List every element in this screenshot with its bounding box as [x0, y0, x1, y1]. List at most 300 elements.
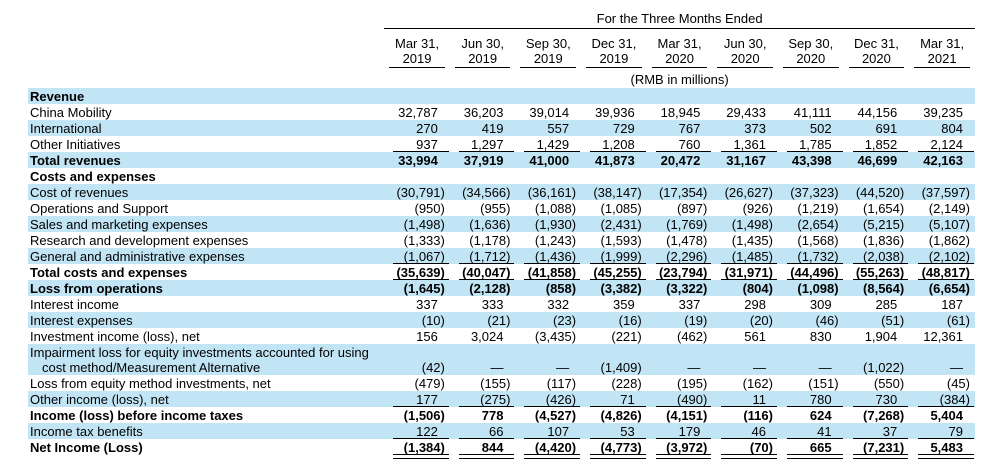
- table-row: [28, 248, 975, 264]
- value-cell: [450, 120, 516, 136]
- value-cell: [844, 248, 910, 264]
- cell-value: 270: [416, 121, 438, 136]
- value-cell: [712, 407, 778, 423]
- cell-value: (1,999): [600, 249, 642, 264]
- value-cell: [778, 120, 844, 136]
- cell-value: 1,297: [470, 137, 504, 152]
- cell-value: 691: [875, 121, 898, 136]
- period-header: [647, 29, 713, 71]
- cell-value: 502: [809, 121, 832, 136]
- cell-value: 1,785: [799, 137, 832, 152]
- value-cell: [581, 439, 647, 455]
- value-cell: [647, 216, 713, 232]
- value-cell: [909, 391, 975, 407]
- column-header-row: [28, 29, 975, 71]
- period-month: Sep 30,: [525, 36, 571, 51]
- value-cell: [384, 184, 450, 200]
- cell-value: (275): [480, 392, 511, 407]
- period-year: 2020: [796, 51, 826, 66]
- value-cell: [647, 184, 713, 200]
- cell-value: —: [752, 360, 766, 375]
- value-cell: [515, 328, 581, 344]
- value-cell: [647, 407, 713, 423]
- row-label: Income (loss) before income taxes: [30, 408, 244, 423]
- cell-value: (44,520): [855, 185, 905, 200]
- cell-value: (1,178): [469, 233, 511, 248]
- cell-value: 41,111: [793, 105, 832, 120]
- unit-note: (RMB in millions): [630, 72, 729, 87]
- value-cell: [712, 344, 778, 375]
- cell-value: (804): [742, 281, 773, 296]
- value-cell: [450, 184, 516, 200]
- unit-note-row: [28, 71, 975, 88]
- cell-value: (1,333): [403, 233, 445, 248]
- cell-value: 3,024: [470, 329, 504, 344]
- value-cell: [384, 104, 450, 120]
- value-cell: [712, 423, 778, 439]
- cell-value: 359: [613, 297, 635, 312]
- cell-value: (1,930): [534, 217, 577, 232]
- cell-value: (20): [749, 313, 773, 328]
- cell-value: (1,478): [666, 233, 708, 248]
- cell-value: 285: [875, 297, 898, 312]
- cell-value: 760: [678, 137, 701, 152]
- cell-value: 79: [948, 424, 963, 439]
- cell-value: (1,712): [469, 249, 511, 264]
- cell-value: (228): [611, 376, 642, 391]
- table-row: [28, 232, 975, 248]
- cell-value: (16): [618, 313, 642, 328]
- value-cell: [581, 88, 647, 104]
- table-title: For the Three Months Ended: [384, 6, 975, 29]
- cell-value: (384): [939, 392, 970, 407]
- period-year: 2019: [599, 51, 629, 66]
- value-cell: [450, 296, 516, 312]
- table-row: [28, 184, 975, 200]
- value-cell: [515, 439, 581, 455]
- row-label-line1: Impairment loss for equity investments accounted for using: [30, 345, 369, 360]
- value-cell: [384, 200, 450, 216]
- cell-value: (1,636): [469, 217, 511, 232]
- value-cell: [778, 168, 844, 184]
- cell-value: (1,645): [403, 281, 445, 296]
- value-cell: [515, 423, 581, 439]
- value-cell: [844, 407, 910, 423]
- value-cell: [647, 264, 713, 280]
- value-cell: [778, 232, 844, 248]
- period-year: 2020: [730, 51, 760, 66]
- value-cell: [844, 168, 910, 184]
- value-cell: [515, 312, 581, 328]
- cell-value: (2,149): [928, 201, 970, 216]
- cell-value: —: [950, 360, 963, 375]
- row-label: General and administrative expenses: [28, 248, 384, 264]
- period-month: Dec 31,: [591, 36, 637, 51]
- value-cell: [909, 296, 975, 312]
- cell-value: (195): [677, 376, 708, 391]
- value-cell: [581, 136, 647, 152]
- value-cell: [909, 216, 975, 232]
- cell-value: 20,472: [660, 153, 701, 168]
- cell-value: (155): [480, 376, 511, 391]
- cell-value: (926): [742, 201, 773, 216]
- cell-value: 804: [941, 121, 963, 136]
- value-cell: [844, 344, 910, 375]
- value-cell: [450, 344, 516, 375]
- cell-value: 624: [809, 408, 832, 423]
- value-cell: [384, 328, 450, 344]
- cell-value: 53: [620, 424, 635, 439]
- cell-value: (70): [749, 440, 773, 455]
- cell-value: (1,732): [797, 249, 839, 264]
- cell-value: (21): [487, 313, 511, 328]
- value-cell: [647, 104, 713, 120]
- value-cell: [778, 439, 844, 455]
- value-cell: [647, 328, 713, 344]
- cell-value: (38,147): [593, 185, 642, 200]
- cell-value: (48,817): [921, 265, 970, 280]
- cell-value: (1,088): [534, 201, 577, 216]
- cell-value: (117): [546, 376, 577, 391]
- cell-value: 5,404: [930, 408, 963, 423]
- value-cell: [778, 344, 844, 375]
- cell-value: (4,151): [666, 408, 708, 423]
- cell-value: —: [556, 360, 570, 375]
- cell-value: (1,067): [403, 249, 445, 264]
- value-cell: [647, 152, 713, 168]
- value-cell: [909, 248, 975, 264]
- period-year: 2019: [533, 51, 563, 66]
- cell-value: 42,163: [923, 153, 963, 168]
- value-cell: [647, 136, 713, 152]
- cell-value: (955): [480, 201, 511, 216]
- period-month: Mar 31,: [920, 36, 965, 51]
- value-cell: [909, 136, 975, 152]
- label-column-spacer: [28, 6, 384, 29]
- value-cell: [450, 232, 516, 248]
- value-cell: [909, 312, 975, 328]
- value-cell: [712, 391, 778, 407]
- value-cell: [844, 312, 910, 328]
- cell-value: 44,156: [857, 105, 898, 120]
- value-cell: [515, 375, 581, 391]
- cell-value: (30,791): [396, 185, 445, 200]
- value-cell: [647, 344, 713, 375]
- value-cell: [909, 88, 975, 104]
- value-cell: [712, 88, 778, 104]
- cell-value: (5,107): [928, 217, 970, 232]
- value-cell: [778, 248, 844, 264]
- label-column-spacer: [28, 29, 384, 71]
- value-cell: [515, 407, 581, 423]
- cell-value: (1,862): [928, 233, 970, 248]
- period-year: 2019: [468, 51, 498, 66]
- value-cell: [844, 88, 910, 104]
- cell-value: 937: [416, 137, 438, 152]
- period-header: [581, 29, 647, 71]
- cell-value: (23): [552, 313, 577, 328]
- cell-value: 187: [941, 297, 963, 312]
- period-header: [844, 29, 910, 71]
- row-label: Revenue: [28, 88, 384, 104]
- value-cell: [515, 200, 581, 216]
- value-cell: [384, 136, 450, 152]
- cell-value: (8,564): [863, 281, 905, 296]
- cell-value: (7,231): [863, 440, 905, 455]
- value-cell: [712, 375, 778, 391]
- value-cell: [647, 439, 713, 455]
- value-cell: [384, 375, 450, 391]
- cell-value: (17,354): [658, 185, 708, 200]
- cell-value: 43,398: [791, 153, 832, 168]
- period-header: [778, 29, 844, 71]
- quarterly-income-statement-table: [28, 6, 975, 455]
- row-label: Costs and expenses: [30, 169, 156, 184]
- table-row: [28, 280, 975, 296]
- value-cell: [515, 152, 581, 168]
- value-cell: [581, 391, 647, 407]
- cell-value: 41,873: [594, 153, 635, 168]
- cell-value: —: [818, 360, 832, 375]
- value-cell: [909, 232, 975, 248]
- value-cell: [515, 136, 581, 152]
- period-year: 2019: [402, 51, 432, 66]
- value-cell: [909, 120, 975, 136]
- value-cell: [450, 407, 516, 423]
- value-cell: [844, 423, 910, 439]
- cell-value: (2,431): [600, 217, 642, 232]
- value-cell: [450, 104, 516, 120]
- cell-value: 337: [416, 297, 438, 312]
- value-cell: [647, 120, 713, 136]
- value-cell: [844, 232, 910, 248]
- cell-value: 39,235: [923, 105, 963, 120]
- cell-value: (44,496): [790, 265, 839, 280]
- value-cell: [384, 248, 450, 264]
- cell-value: 33,994: [398, 153, 438, 168]
- cell-value: (55,263): [855, 265, 905, 280]
- value-cell: [778, 184, 844, 200]
- cell-value: (490): [677, 392, 708, 407]
- cell-value: (1,836): [863, 233, 905, 248]
- table-row: [28, 439, 975, 455]
- cell-value: (116): [743, 408, 773, 423]
- period-month: Jun 30,: [723, 36, 767, 51]
- row-label: Other income (loss), net: [28, 391, 384, 407]
- value-cell: [515, 248, 581, 264]
- cell-value: 1,361: [733, 137, 766, 152]
- value-cell: [384, 407, 450, 423]
- value-cell: [647, 375, 713, 391]
- value-cell: [778, 407, 844, 423]
- cell-value: 767: [678, 121, 701, 136]
- value-cell: [909, 439, 975, 455]
- value-cell: [844, 120, 910, 136]
- value-cell: [909, 375, 975, 391]
- value-cell: [844, 152, 910, 168]
- cell-value: 561: [744, 329, 766, 344]
- cell-value: (151): [808, 376, 839, 391]
- cell-value: 177: [416, 392, 438, 407]
- value-cell: [778, 216, 844, 232]
- cell-value: 780: [809, 392, 832, 407]
- value-cell: [581, 200, 647, 216]
- value-cell: [712, 200, 778, 216]
- cell-value: 778: [481, 408, 504, 423]
- table-row: [28, 375, 975, 391]
- table-row: [28, 344, 975, 375]
- value-cell: [844, 375, 910, 391]
- cell-value: (426): [545, 392, 577, 407]
- value-cell: [712, 328, 778, 344]
- value-cell: [712, 312, 778, 328]
- value-cell: [909, 423, 975, 439]
- value-cell: [778, 280, 844, 296]
- value-cell: [778, 423, 844, 439]
- value-cell: [581, 280, 647, 296]
- cell-value: (462): [677, 329, 708, 344]
- cell-value: 333: [481, 297, 504, 312]
- value-cell: [450, 136, 516, 152]
- cell-value: (1,022): [863, 360, 905, 375]
- cell-value: 1,904: [864, 329, 898, 344]
- cell-value: (34,566): [462, 185, 511, 200]
- value-cell: [515, 296, 581, 312]
- cell-value: (1,568): [797, 233, 839, 248]
- cell-value: —: [490, 360, 504, 375]
- cell-value: (46): [815, 313, 839, 328]
- cell-value: (1,436): [534, 249, 577, 264]
- value-cell: [581, 344, 647, 375]
- period-header: [909, 29, 975, 71]
- value-cell: [778, 88, 844, 104]
- table-row: [28, 328, 975, 344]
- value-cell: [647, 280, 713, 296]
- value-cell: [515, 264, 581, 280]
- value-cell: [844, 328, 910, 344]
- cell-value: 309: [809, 297, 832, 312]
- value-cell: [581, 232, 647, 248]
- period-month: Dec 31,: [854, 36, 899, 51]
- value-cell: [384, 216, 450, 232]
- value-cell: [778, 104, 844, 120]
- value-cell: [909, 344, 975, 375]
- label-column-spacer: [28, 71, 384, 88]
- cell-value: 11: [752, 392, 766, 407]
- row-label: Loss from operations: [28, 280, 384, 296]
- value-cell: [844, 104, 910, 120]
- value-cell: [581, 152, 647, 168]
- cell-value: (19): [684, 313, 708, 328]
- financial-statement-page: [0, 6, 991, 455]
- value-cell: [778, 328, 844, 344]
- cell-value: 46: [751, 424, 766, 439]
- cell-value: —: [687, 360, 701, 375]
- value-cell: [515, 232, 581, 248]
- cell-value: (4,773): [600, 440, 642, 455]
- cell-value: 179: [678, 424, 701, 439]
- period-header: [384, 29, 450, 71]
- cell-value: (479): [414, 376, 445, 391]
- cell-value: 844: [481, 440, 504, 455]
- value-cell: [450, 328, 516, 344]
- cell-value: (3,382): [600, 281, 642, 296]
- value-cell: [450, 152, 516, 168]
- value-cell: [778, 152, 844, 168]
- cell-value: (1,409): [600, 360, 642, 375]
- cell-value: 665: [809, 440, 832, 455]
- value-cell: [712, 136, 778, 152]
- cell-value: 41: [817, 424, 832, 439]
- value-cell: [581, 423, 647, 439]
- cell-value: (221): [611, 329, 642, 344]
- table-header: [28, 6, 975, 88]
- value-cell: [384, 391, 450, 407]
- cell-value: (42): [421, 360, 445, 375]
- cell-value: 122: [416, 424, 438, 439]
- value-cell: [909, 328, 975, 344]
- period-month: Sep 30,: [788, 36, 834, 51]
- row-label: Interest income: [30, 297, 119, 312]
- cell-value: 39,936: [594, 105, 635, 120]
- cell-value: 31,167: [726, 153, 766, 168]
- cell-value: (35,639): [396, 265, 445, 280]
- value-cell: [581, 312, 647, 328]
- cell-value: (1,098): [797, 281, 839, 296]
- value-cell: [515, 216, 581, 232]
- value-cell: [909, 168, 975, 184]
- value-cell: [515, 104, 581, 120]
- value-cell: [450, 216, 516, 232]
- cell-value: 66: [489, 424, 504, 439]
- value-cell: [712, 168, 778, 184]
- table-row: [28, 391, 975, 407]
- value-cell: [778, 312, 844, 328]
- cell-value: (897): [677, 201, 708, 216]
- cell-value: 1,208: [602, 137, 635, 152]
- cell-value: (858): [545, 281, 577, 296]
- value-cell: [450, 200, 516, 216]
- table-row: [28, 152, 975, 168]
- value-cell: [909, 104, 975, 120]
- value-cell: [712, 296, 778, 312]
- row-label: International: [28, 120, 384, 136]
- value-cell: [515, 344, 581, 375]
- value-cell: [450, 312, 516, 328]
- cell-value: 36,203: [463, 105, 504, 120]
- cell-value: (5,215): [863, 217, 905, 232]
- cell-value: (3,435): [534, 329, 577, 344]
- value-cell: [844, 391, 910, 407]
- cell-value: (1,435): [731, 233, 773, 248]
- cell-value: 37,919: [463, 153, 504, 168]
- row-label: China Mobility: [30, 105, 112, 120]
- value-cell: [712, 264, 778, 280]
- value-cell: [844, 216, 910, 232]
- value-cell: [778, 375, 844, 391]
- cell-value: (10): [421, 313, 445, 328]
- value-cell: [581, 264, 647, 280]
- title-row: [28, 6, 975, 29]
- cell-value: (2,102): [928, 249, 970, 264]
- value-cell: [712, 120, 778, 136]
- period-year: 2020: [665, 51, 694, 66]
- cell-value: 37: [882, 424, 898, 439]
- cell-value: (162): [742, 376, 773, 391]
- value-cell: [778, 264, 844, 280]
- cell-value: (2,128): [469, 281, 511, 296]
- cell-value: 2,124: [930, 137, 963, 152]
